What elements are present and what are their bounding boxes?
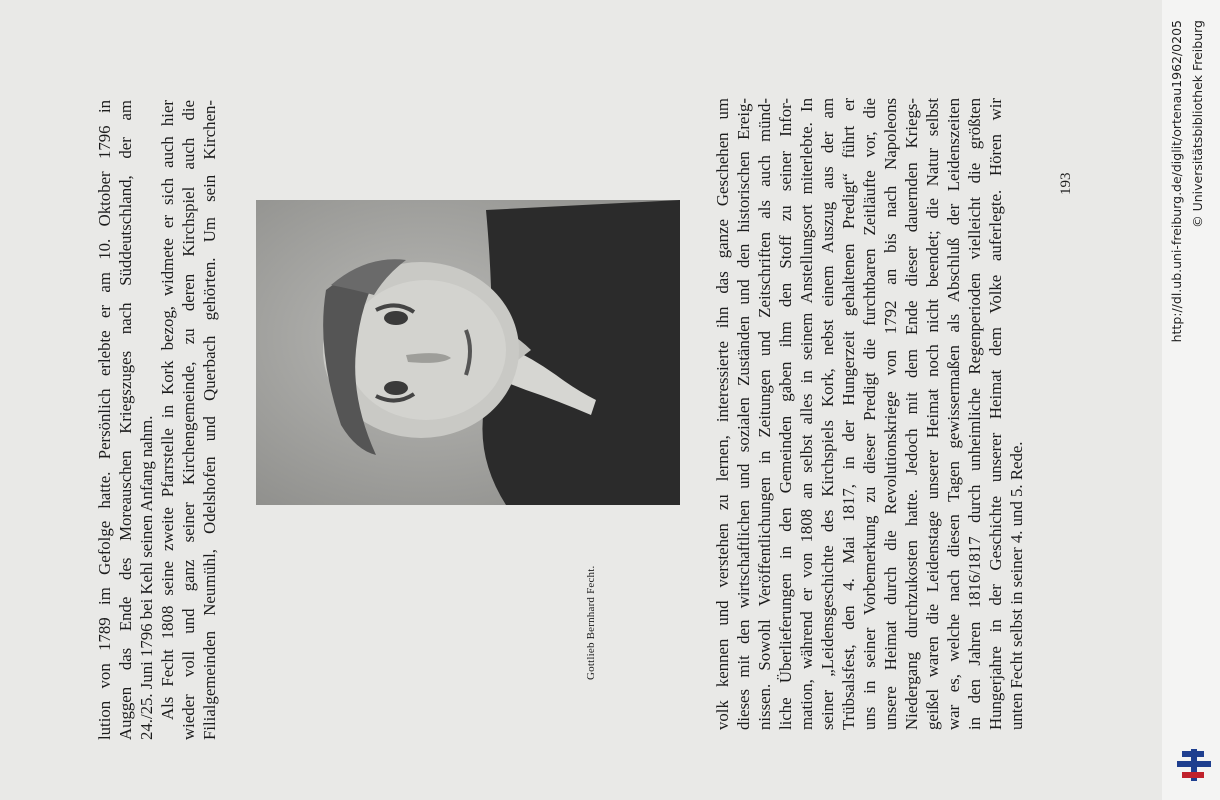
copyright-notice: © Universitätsbibliothek Freiburg xyxy=(1190,20,1205,228)
page-number: 193 xyxy=(1058,172,1074,195)
library-logo-icon xyxy=(1174,745,1214,785)
text-line: Als Fecht 1808 seine zweite Pfarrstelle in Kork bezog, widmete er sich auch hier xyxy=(158,100,177,720)
text-line: unsere Heimat durch die Revolutionskriege von 1792 an bis nach Napoleons xyxy=(881,98,900,730)
text-line: dieses mit den wirtschaftlichen und sozialen Zuständen und den historischen Ereig- xyxy=(734,98,753,730)
text-line: in den Jahren 1816/1817 durch unheimliche Regenperioden vielleicht die größten xyxy=(965,98,984,730)
text-line: lution von 1789 im Gefolge hatte. Persönlich erlebte er am 10. Oktober 1796 in xyxy=(95,100,114,740)
text-line: 24./25. Juni 1796 bei Kehl seinen Anfang nahm. xyxy=(137,415,156,740)
text-line: war es, welche nach diesen Tagen gewissermaßen als Abschluß der Leidenszeiten xyxy=(944,98,963,730)
text-line: Hungerjahre in der Geschichte unserer Heimat dem Volke auferlegte. Hören wir xyxy=(986,98,1005,730)
text-line: seiner „Leidensgeschichte des Kirchspiels Kork, nebst einem Auszug aus der am xyxy=(818,98,837,730)
text-line: geißel waren die Leidenstage unserer Heimat noch nicht beendet; die Natur selbst xyxy=(923,98,942,730)
text-line: wieder voll und ganz seiner Kirchengemeinde, zu deren Kirchspiel auch die xyxy=(179,100,198,740)
text-line: Auggen das Ende des Moreauschen Kriegszuges nach Süddeutschland, der am xyxy=(116,100,135,740)
top-paragraph xyxy=(94,100,220,740)
text-line: Trübsalsfest, den 4. Mai 1817, in der Hungerzeit gehaltenen Predigt“ führt er xyxy=(839,98,858,730)
text-line: nissen. Sowohl Veröffentlichungen in Zeitungen und Zeitschriften als auch münd- xyxy=(755,98,774,730)
source-url-link[interactable]: http://dl.ub.uni-freiburg.de/diglit/ortenau1962/0205 xyxy=(1169,20,1184,343)
figure-caption: Gottlieb Bernhard Fecht. xyxy=(585,565,597,680)
side-panel-text xyxy=(1162,0,1220,800)
text-line: volk kennen und verstehen zu lernen, interessierte ihn das ganze Geschehen um xyxy=(713,98,732,730)
text-line: uns in seiner Vorbemerkung zu dieser Predigt die furchtbaren Zeitläufte vor, die xyxy=(860,98,879,730)
text-line: Filialgemeinden Neumühl, Odelshofen und Querbach gehörten. Um sein Kirchen- xyxy=(200,100,219,740)
text-line: Niedergang durchzukosten hatte. Jedoch mit dem Ende dieser dauernden Kriegs- xyxy=(902,98,921,730)
text-line: unten Fecht selbst in seiner 4. und 5. Rede. xyxy=(1007,441,1026,730)
text-line: liche Überlieferungen in den Gemeinden gaben ihm den Stoff zu seiner Infor- xyxy=(776,98,795,730)
portrait-image xyxy=(256,200,680,505)
bottom-paragraph xyxy=(712,98,1027,730)
text-line: mation, während er von 1808 an selbst alles in seinem Anstellungsort miterlebte. In xyxy=(797,98,816,730)
